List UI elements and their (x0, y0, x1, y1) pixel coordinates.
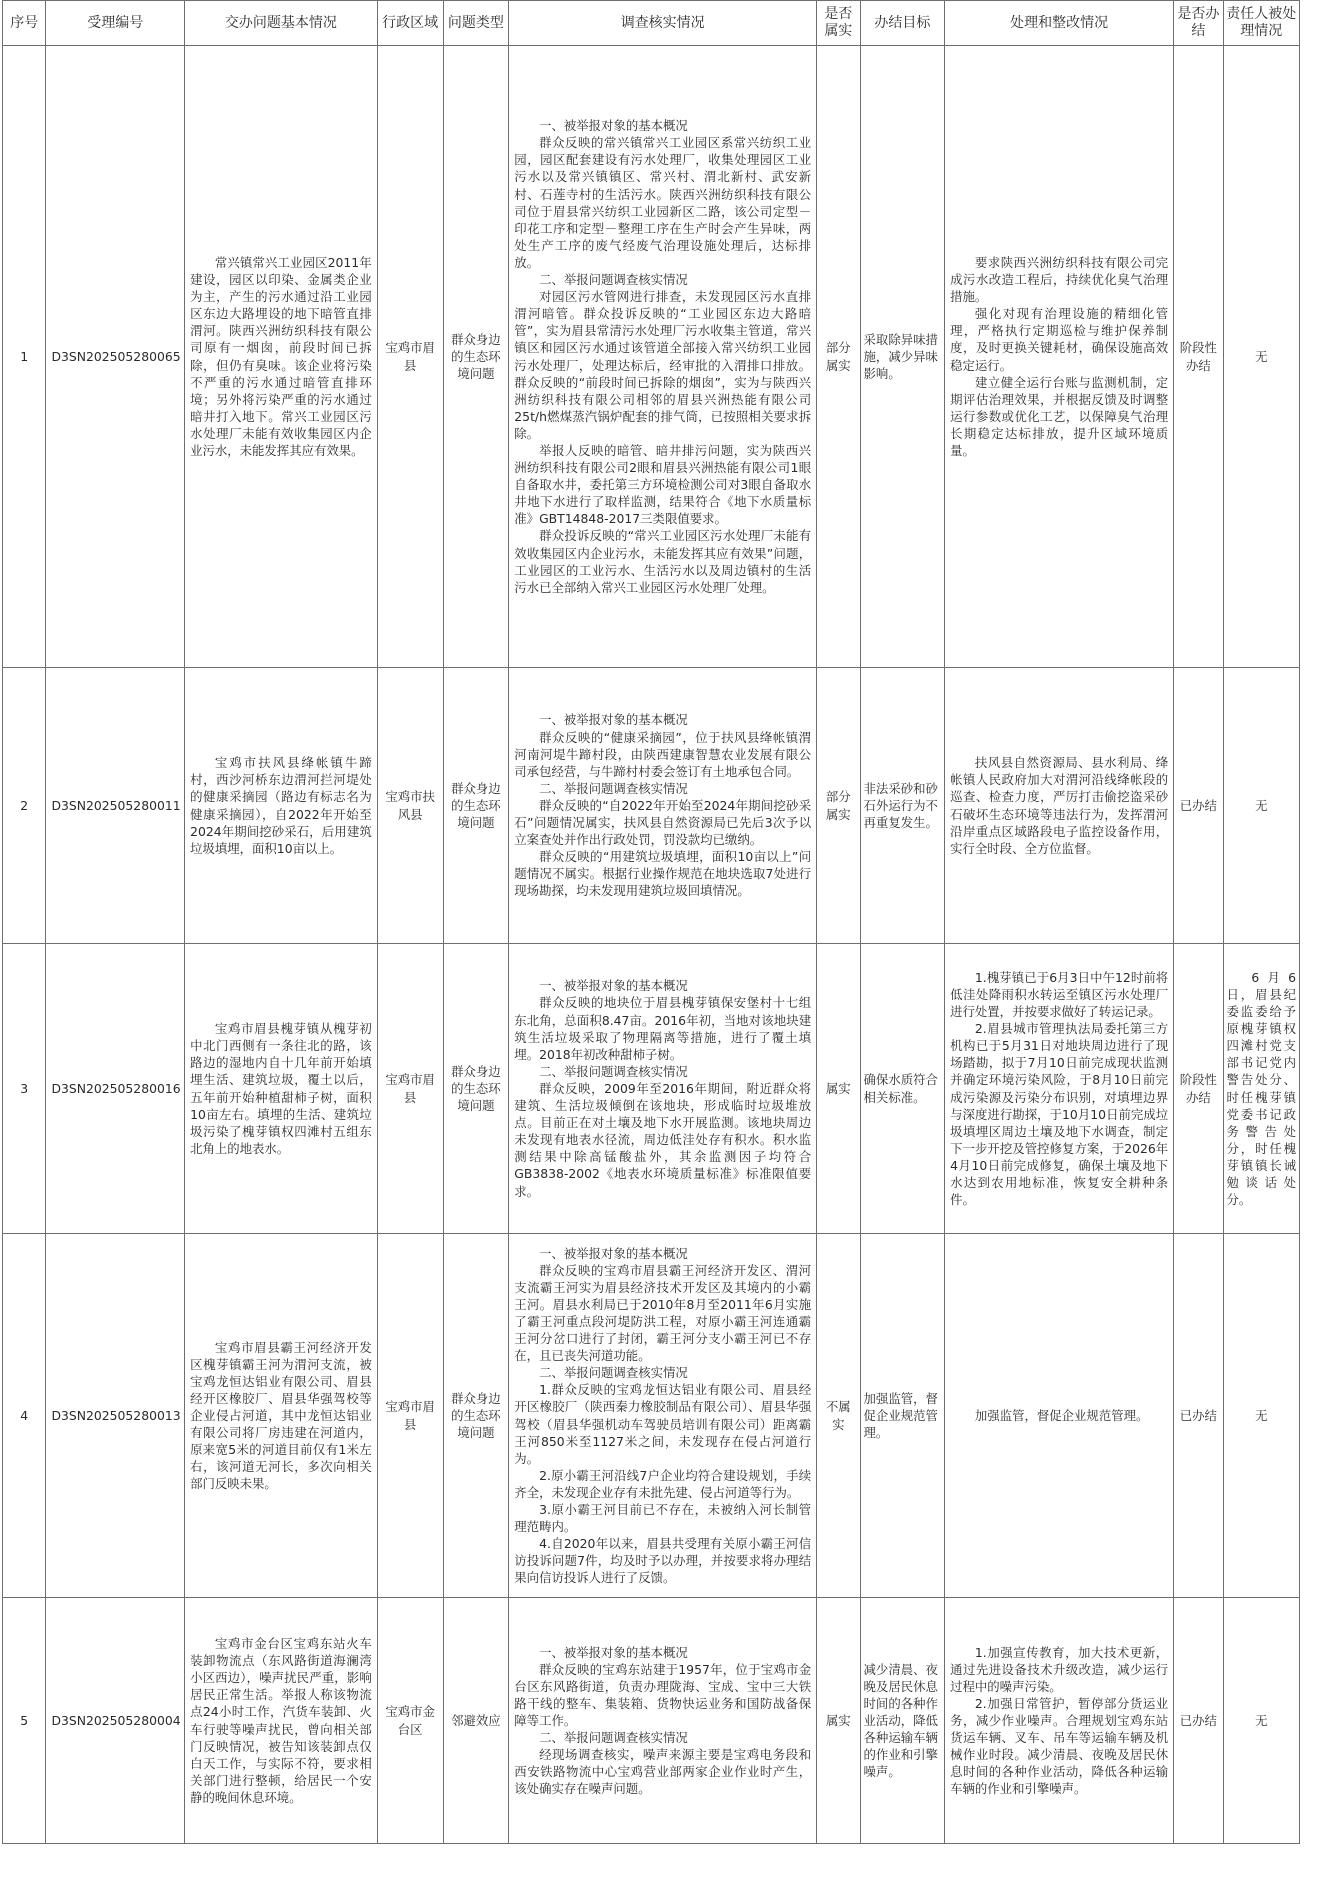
header-handling: 处理和整改情况 (945, 1, 1174, 46)
cell-handling (945, 668, 1174, 944)
cell-type: 群众身边的生态环境问题 (443, 46, 509, 668)
investigation-paragraph: 群众投诉反映的“常兴工业园区污水处理厂未能有效收集园区内企业污水，未能发挥其应有效果”问题，工业园区的工业污水、生活污水以及周边镇村的生活污水已全部纳入常兴工业园区污水处理厂处理。 (514, 528, 812, 595)
cell-no: 2 (3, 668, 46, 944)
cell-accountability: 无 (1223, 1234, 1299, 1598)
cell-issue: 常兴镇常兴工业园区2011年建设，园区以印染、金属类企业为主，产生的污水通过沿工业园区东边大路埋设的地下暗管直排渭河。陕西兴洲纺织科技有限公司原有一烟囱，前段时间已拆除，但仍有臭味。该企业将污染不严重的污水通过暗管直排环境；另外将污染严重的污水通过暗井打入地下。常兴工业园区污水处理厂未能有效收集园区内企业污水，未能发挥其应有效果。 (185, 46, 378, 668)
complaint-table (2, 0, 1300, 1844)
cell-handling (945, 1598, 1174, 1844)
investigation-paragraph: 4.自2020年以来，眉县共受理有关原小霸王河信访投诉问题7件，均及时予以办理，并按要求将办理结果向信访投诉人进行了反馈。 (514, 1536, 812, 1586)
cell-code: D3SN202505280011 (46, 668, 185, 944)
investigation-paragraph: 举报人反映的暗管、暗井排污问题，实为陕西兴洲纺织科技有限公司2眼和眉县兴洲热能有限公司1眼自备取水井，委托第三方环境检测公司对3眼自备取水井地下水进行了取样监测，结果符合《地下水质量标准》GBT14848-2017三类限值要求。 (514, 442, 812, 527)
investigation-paragraph: 群众反映的“健康采摘园”，位于扶风县绛帐镇渭河南河堤牛蹄村段，由陕西建康智慧农业发展有限公司承包经营，与牛蹄村村委会签订有土地承包合同。 (514, 729, 812, 779)
cell-accountability: 无 (1223, 1598, 1299, 1844)
handling-paragraph: 2.眉县城市管理执法局委托第三方机构已于5月31日对地块周边进行了现场踏勘，拟于7月10日前完成现状监测并确定环境污染风险，于8月10日前完成污染源及污染分布识别，对填埋边界与深度进行勘探，于10月10日前完成垃圾填埋区周边土壤及地下水调查，制定下一步开挖及管控修复方案，于2026年4月10日前完成修复，确保土壤及地下水达到农用地标准，恢复安全耕种条件。 (950, 1021, 1169, 1208)
cell-type: 群众身边的生态环境问题 (443, 1234, 509, 1598)
investigation-paragraph: 2.原小霸王河沿线7户企业均符合建设规划，手续齐全，未发现企业存有未批先建、侵占河道等行为。 (514, 1467, 812, 1500)
cell-issue: 宝鸡市金台区宝鸡东站火车装卸物流点（东风路街道海澜湾小区西边），噪声扰民严重，影响居民正常生活。举报人称该物流点24小时工作，汽货车装卸、火车行驶等噪声扰民，曾向相关部门反映情况，被告知该装卸点仅白天工作，与实际不符，要求相关部门进行整顿，给居民一个安静的晚间休息环境。 (185, 1598, 378, 1844)
table-row (3, 668, 1300, 944)
cell-accountability: 无 (1223, 46, 1299, 668)
handling-paragraph: 2.加强日常管护，暂停部分货运业务，减少作业噪声。合理规划宝鸡东站货运车辆、叉车、吊车等运输车辆及机械作业时段。减少清晨、夜晚及居民休息时间的各种作业活动，降低各种运输车辆的作业和引擎噪声。 (950, 1695, 1169, 1797)
header-code: 受理编号 (46, 1, 185, 46)
cell-goal: 加强监管，督促企业规范管理。 (860, 1234, 945, 1598)
cell-closed: 阶段性办结 (1174, 944, 1223, 1234)
investigation-paragraph: 一、被举报对象的基本概况 (539, 1245, 688, 1261)
header-accountability: 责任人被处理情况 (1223, 1, 1299, 46)
table-row (3, 1598, 1300, 1844)
investigation-paragraph: 群众反映的宝鸡市眉县霸王河经济开发区、渭河支流霸王河实为眉县经济技术开发区及其境内的小霸王河。眉县水利局已于2010年8月至2011年6月实施了霸王河重点段河堤防洪工程，对原小霸王河连通霸王河分岔口进行了封闭，霸王河分支小霸王河已不存在，且已丧失河道功能。 (514, 1262, 812, 1364)
cell-issue: 宝鸡市扶风县绛帐镇牛蹄村，西沙河桥东边渭河拦河堤处的健康采摘园（路边有标志名为健康采摘园），自2022年开始至2024年期间挖砂采石，后用建筑垃圾填埋，面积10亩以上。 (185, 668, 378, 944)
cell-closed: 阶段性办结 (1174, 46, 1223, 668)
investigation-paragraph: 一、被举报对象的基本概况 (539, 712, 688, 728)
investigation-paragraph: 群众反映的“用建筑垃圾填埋，面积10亩以上”问题情况不属实。根据行业操作规范在地块选取7处进行现场勘探，均未发现用建筑垃圾回填情况。 (514, 849, 812, 899)
investigation-paragraph: 群众反映的常兴镇常兴工业园区系常兴纺织工业园，园区配套建设有污水处理厂，收集处理园区工业污水以及常兴镇镇区、常兴村、渭北新村、武安新村、石莲寺村的生活污水。陕西兴洲纺织科技有限公司位于眉县常兴纺织工业园新区二路，该公司定型－印花工序和定型－整理工序在生产时会产生异味，两处生产工序的废气经废气治理设施处理后，达标排放。 (514, 135, 812, 270)
cell-goal: 确保水质符合相关标准。 (860, 944, 945, 1234)
header-issue: 交办问题基本情况 (185, 1, 378, 46)
handling-paragraph: 1.槐芽镇已于6月3日中午12时前将低洼处降雨积水转运至镇区污水处理厂进行处置，并按要求做好了转运记录。 (950, 969, 1169, 1020)
header-investigation: 调查核实情况 (509, 1, 817, 46)
cell-region: 宝鸡市眉县 (377, 46, 443, 668)
cell-true-or-not: 部分属实 (817, 668, 860, 944)
cell-type: 群众身边的生态环境问题 (443, 944, 509, 1234)
cell-handling (945, 46, 1174, 668)
cell-no: 5 (3, 1598, 46, 1844)
handling-paragraph: 1.加强宣传教育，加大技术更新，通过先进设备技术升级改造，减少运行过程中的噪声污染。 (950, 1644, 1169, 1694)
investigation-paragraph: 二、举报问题调查核实情况 (539, 1063, 688, 1079)
cell-code: D3SN202505280004 (46, 1598, 185, 1844)
cell-closed: 已办结 (1174, 668, 1223, 944)
table-row (3, 944, 1300, 1234)
cell-no: 3 (3, 944, 46, 1234)
cell-true-or-not: 部分属实 (817, 46, 860, 668)
cell-true-or-not: 属实 (817, 944, 860, 1234)
investigation-paragraph: 1.群众反映的宝鸡龙恒达铝业有限公司、眉县经开区橡胶厂（陕西秦力橡胶制品有限公司）、眉县华强驾校（眉县华强机动车驾驶员培训有限公司）距离霸王河850米至1127米之间，未发现存在侵占河道行为。 (514, 1382, 812, 1466)
header-goal: 办结目标 (860, 1, 945, 46)
cell-investigation (509, 1234, 817, 1598)
investigation-paragraph: 群众反映的宝鸡东站建于1957年，位于宝鸡市金台区东风路街道，负责办理陇海、宝成、宝中三大铁路干线的整车、集装箱、货物快运业务和国防战备保障等工作。 (514, 1661, 812, 1728)
cell-accountability: 无 (1223, 668, 1299, 944)
investigation-paragraph: 群众反映的地块位于眉县槐芽镇保安堡村十七组东北角，总面积8.47亩。2016年初，当地对该地块建筑生活垃圾采取了物理隔离等措施，进行了覆土填埋。2018年初改种甜柿子树。 (514, 995, 812, 1062)
investigation-paragraph: 一、被举报对象的基本概况 (539, 978, 688, 994)
cell-investigation (509, 944, 817, 1234)
cell-goal: 采取除异味措施，减少异味影响。 (860, 46, 945, 668)
handling-paragraph: 加强监管，督促企业规范管理。 (974, 1407, 1149, 1423)
handling-paragraph: 要求陕西兴洲纺织科技有限公司完成污水改造工程后，持续优化臭气治理措施。 (950, 254, 1169, 305)
investigation-paragraph: 二、举报问题调查核实情况 (539, 780, 688, 796)
cell-region: 宝鸡市金台区 (377, 1598, 443, 1844)
investigation-paragraph: 群众反映的“自2022年开始至2024年期间挖砂采石”问题情况属实，扶风县自然资源局已先后3次予以立案查处并作出行政处罚，罚没款均已缴纳。 (514, 797, 812, 848)
cell-true-or-not: 属实 (817, 1598, 860, 1844)
cell-closed: 已办结 (1174, 1598, 1223, 1844)
cell-goal: 非法采砂和砂石外运行为不再重复发生。 (860, 668, 945, 944)
cell-handling (945, 1234, 1174, 1598)
investigation-paragraph: 经现场调查核实，噪声来源主要是宝鸡电务段和西安铁路物流中心宝鸡营业部两家企业作业时产生，该处确实存在噪声问题。 (514, 1747, 812, 1797)
cell-handling (945, 944, 1174, 1234)
investigation-paragraph: 二、举报问题调查核实情况 (539, 1365, 688, 1381)
investigation-paragraph: 二、举报问题调查核实情况 (539, 272, 688, 288)
cell-no: 1 (3, 46, 46, 668)
cell-issue: 宝鸡市眉县槐芽镇从槐芽初中北门西侧有一条往北的路，该路边的湿地内自十几年前开始填埋生活、建筑垃圾，覆土以后，五年前开始种植甜柿子树，面积10亩左右。填埋的生活、建筑垃圾污染了槐芽镇权四滩村五组东北角上的地表水。 (185, 944, 378, 1234)
handling-paragraph: 强化对现有治理设施的精细化管理，严格执行定期巡检与维护保养制度，及时更换关键耗材，确保设施高效稳定运行。 (950, 306, 1169, 373)
investigation-paragraph: 二、举报问题调查核实情况 (539, 1730, 688, 1746)
table-row (3, 46, 1300, 668)
cell-goal: 减少清晨、夜晚及居民休息时间的各种作业活动，降低各种运输车辆的作业和引擎噪声。 (860, 1598, 945, 1844)
investigation-paragraph: 一、被举报对象的基本概况 (539, 118, 688, 134)
table-row (3, 1234, 1300, 1598)
header-region: 行政区域 (377, 1, 443, 46)
cell-code: D3SN202505280016 (46, 944, 185, 1234)
cell-closed: 已办结 (1174, 1234, 1223, 1598)
cell-issue: 宝鸡市眉县霸王河经济开发区槐芽镇霸王河为渭河支流，被宝鸡龙恒达铝业有限公司、眉县经开区橡胶厂、眉县华强驾校等企业侵占河道，其中龙恒达铝业有限公司将厂房违建在河道内，原来宽5米的河道目前仅有1米左右，该河道无河长，多次向相关部门反映未果。 (185, 1234, 378, 1598)
investigation-paragraph: 3.原小霸王河目前已不存在，未被纳入河长制管理范畴内。 (514, 1501, 812, 1535)
cell-type: 邻避效应 (443, 1598, 509, 1844)
cell-no: 4 (3, 1234, 46, 1598)
cell-investigation (509, 46, 817, 668)
header-type: 问题类型 (443, 1, 509, 46)
header-closed: 是否办结 (1174, 1, 1223, 46)
investigation-paragraph: 群众反映，2009年至2016年期间，附近群众将建筑、生活垃圾倾倒在该地块，形成临时垃圾堆放点。目前正在对土壤及地下水开展监测。该地块周边未发现有地表水径流，周边低洼处存有积水。积水监测结果中除高锰酸盐外，其余监测因子均符合GB3838-2002《地表水环境质量标准》标准限值要求。 (514, 1080, 812, 1199)
investigation-paragraph: 一、被举报对象的基本概况 (539, 1644, 688, 1660)
handling-paragraph: 建立健全运行台账与监测机制，定期评估治理效果，并根据反馈及时调整运行参数或优化工艺，以保障臭气治理长期稳定达标排放，提升区域环境质量。 (950, 374, 1169, 458)
cell-investigation (509, 1598, 817, 1844)
cell-code: D3SN202505280013 (46, 1234, 185, 1598)
cell-region: 宝鸡市眉县 (377, 944, 443, 1234)
cell-true-or-not: 不属实 (817, 1234, 860, 1598)
handling-paragraph: 扶风县自然资源局、县水利局、绛帐镇人民政府加大对渭河沿线绛帐段的巡查、检查力度，严厉打击偷挖盗采砂石破坏生态环境等违法行为，发挥渭河沿岸重点区域路段电子监控设备作用，实行全时段、全方位监督。 (950, 755, 1169, 856)
cell-region: 宝鸡市扶风县 (377, 668, 443, 944)
cell-region: 宝鸡市眉县 (377, 1234, 443, 1598)
cell-investigation (509, 668, 817, 944)
cell-code: D3SN202505280065 (46, 46, 185, 668)
header-row (3, 1, 1300, 46)
cell-accountability: 6月6日，眉县纪委监委给予原槐芽镇权四滩村党支部书记党内警告处分、时任槐芽镇党委书记政务警告处分，时任槐芽镇镇长诫勉谈话处分。 (1223, 944, 1299, 1234)
cell-type: 群众身边的生态环境问题 (443, 668, 509, 944)
header-true-or-not: 是否属实 (817, 1, 860, 46)
investigation-paragraph: 对园区污水管网进行排查，未发现园区污水直排渭河暗管。群众投诉反映的“工业园区东边大路暗管”，实为眉县常清污水处理厂污水收集主管道，常兴镇区和园区污水通过该管道全部接入常兴纺织工业园污水处理厂，处理达标后，经审批的入渭排口排放。群众反映的“前段时间已拆除的烟囱”，实为与陕西兴洲纺织科技有限公司相邻的眉县兴洲热能有限公司25t/h燃煤蒸汽锅炉配套的排气筒，已按照相关要求拆除。 (514, 289, 812, 441)
header-no: 序号 (3, 1, 46, 46)
